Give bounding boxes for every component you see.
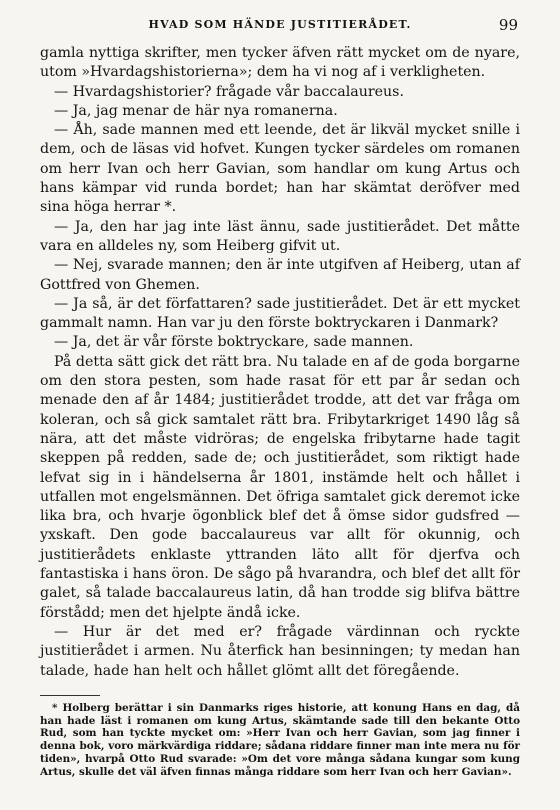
paragraph: — Hur är det med er? frågade värdinnan och ryckte justitierådet i armen. Nu återfick han besinningen; ty medan han talade, hade han helt och hållet glömt allt det föregående. xyxy=(40,623,520,679)
paragraph: — Ja så, är det författaren? sade justitierådet. Det är ett mycket gammalt namn. Han var ju den förste boktryckaren i Danmark? xyxy=(40,295,520,332)
running-title: HVAD SOM HÄNDE JUSTITIERÅDET. xyxy=(148,18,412,31)
paragraph-continued: gamla nyttiga skrifter, men tycker äfven rätt mycket om de nyare, utom »Hvardagshistorierna»; dem ha vi nog af i verkligheten. xyxy=(40,45,520,81)
footnote xyxy=(40,702,520,779)
footnote-divider xyxy=(40,695,100,696)
page-number: 99 xyxy=(498,16,518,34)
paragraph: — Ja, jag menar de här nya romanerna. xyxy=(54,102,338,119)
paragraph: — Nej, svarade mannen; den är inte utgifven af Heiberg, utan af Gottfred von Ghemen. xyxy=(40,257,520,293)
paragraph: — Hvardagshistorier? frågade vår baccalaureus. xyxy=(54,83,404,100)
paragraph: — Ja, det är vår förste boktryckare, sade mannen. xyxy=(54,334,414,351)
paragraph: — Ja, den har jag inte läst ännu, sade justitierådet. Det måtte vara en alldeles ny, som Heiberg gifvit ut. xyxy=(40,218,520,254)
paragraph: På detta sätt gick det rätt bra. Nu talade en af de goda borgarne om den stora pesten, som hade rasat för ett par år sedan och menade den af år 1484; justitierådet trodde, att det var fråga om koleran, och så gick samtalet rätt bra. Fribytarkriget 1490 låg så nära, att det måste vidröras; de engelska fribytarne hade tagit skeppen på redden, sade de; och justitierådet, som riktigt hade lefvat sig in i händelserna år 1801, instämde helt och hållet i utfallen mot engelsmännen. Det öfriga samtalet gick deremot icke lika bra, och hvarje ögonblick blef det å ömse sidor gudsfred — yxskaft. Den gode baccalaureus var allt för okunnig, och justitierådets enklaste yttranden läto allt för djerfva och fantastiska i hans öron. De sågo på hvarandra, och blef det allt för galet, så talade baccalaureus latin, då han trodde sig blifva bättre förstådd; men det hjelpte ändå icke. xyxy=(40,353,520,621)
footnote-text: * Holberg berättar i sin Danmarks riges historie, att konung Hans en dag, då han hade läst i romanen om kung Artus, skämtande sade till den bekante Otto Rud, som han tyckte mycket om: »Herr Ivan och herr Gavian, som jag finner i denna bok, voro märkvärdiga riddare; sådana riddare finner man inte mera nu för tiden», hvarpå Otto Rud svarade: »Om det vore många sådana kungar som kung Artus, skulle det väl äfven finnas många riddare som herr Ivan och herr Gavian». xyxy=(40,701,520,778)
body-text xyxy=(40,44,520,681)
paragraph: — Åh, sade mannen med ett leende, det är likväl mycket snille i dem, och de läsas vid hofvet. Kungen tycker särdeles om romanen om herr Ivan och herr Gavian, som handlar om kung Artus och hans kämpar vid runda bordet; han har skämtat deröfver med sina höga herrar *. xyxy=(40,122,520,216)
page-header xyxy=(40,16,520,40)
